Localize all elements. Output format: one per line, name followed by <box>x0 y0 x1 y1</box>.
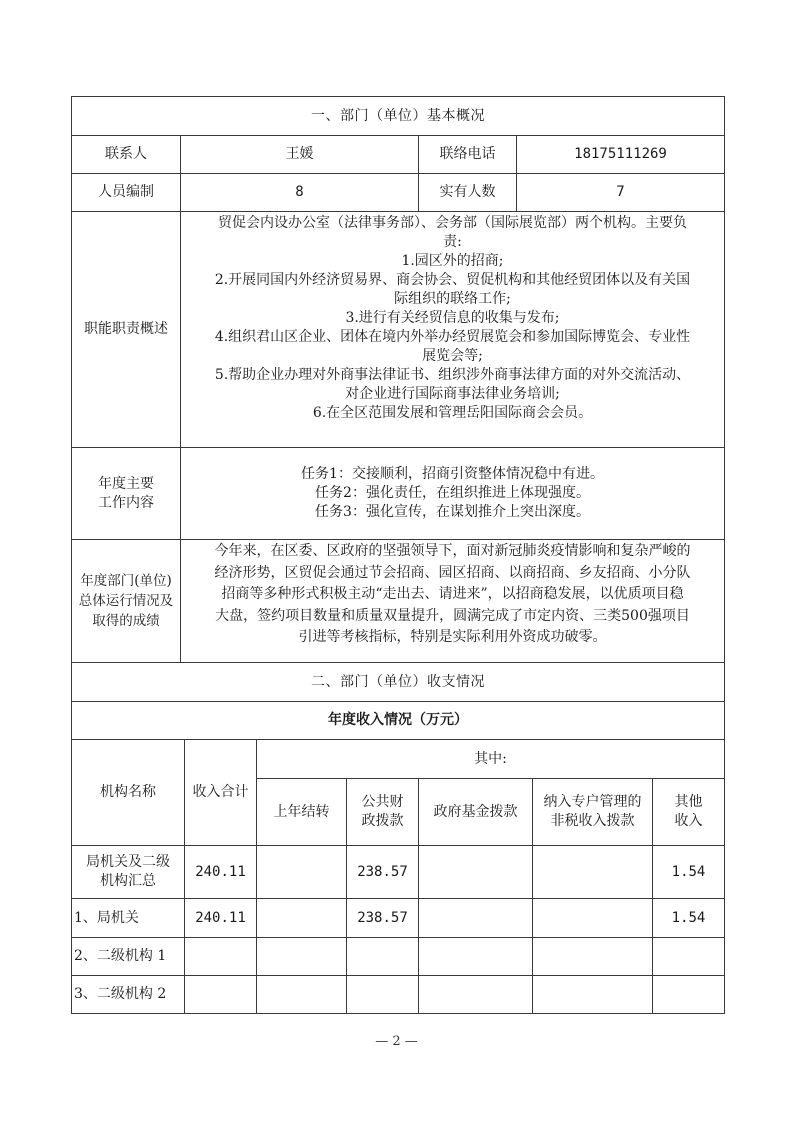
row-total <box>185 938 257 976</box>
row-fiscal: 238.57 <box>347 899 419 938</box>
duties-line: 对企业进行国际商事法律业务培训; <box>345 386 560 402</box>
header-fiscal <box>347 779 419 846</box>
row-other: 1.54 <box>653 846 725 899</box>
overall-label-line: 取得的成绩 <box>92 613 160 629</box>
overall-line: 引进等考核指标，特别是实际利用外资成功破零。 <box>298 629 607 645</box>
row-fiscal: 238.57 <box>347 846 419 899</box>
row-total: 240.11 <box>185 899 257 938</box>
header-total: 收入合计 <box>185 740 257 846</box>
staff-label: 人员编制 <box>72 174 181 212</box>
work-content <box>181 448 725 540</box>
row-name: 2、二级机构 1 <box>72 938 185 976</box>
header-carryover: 上年结转 <box>257 779 347 846</box>
duties-line: 贸促会内设办公室（法律事务部）、会务部（国际展览部）两个机构。主要负 <box>218 215 687 231</box>
duties-line: 际组织的联络工作; <box>394 291 511 307</box>
row-total <box>185 976 257 1014</box>
row-name-line: 局机关及二级 <box>86 854 170 870</box>
row-nontax <box>533 899 653 938</box>
overall-content <box>181 540 725 663</box>
duties-line: 1.园区外的招商; <box>401 253 504 269</box>
duties-line: 5.帮助企业办理对外商事法律证书、组织涉外商事法律方面的对外交流活动、 <box>214 367 691 383</box>
staff-value: 8 <box>181 174 419 212</box>
row-nontax <box>533 976 653 1014</box>
income-subtitle: 年度收入情况（万元） <box>72 702 725 740</box>
duties-line: 4.组织君山区企业、团体在境内外举办经贸展览会和参加国际博览会、专业性 <box>214 329 691 345</box>
row-name: 1、局机关 <box>72 899 185 938</box>
duties-label: 职能职责概述 <box>72 212 181 448</box>
header-other <box>653 779 725 846</box>
income-table <box>71 662 725 1014</box>
duties-line: 展览会等; <box>422 348 483 364</box>
header-fiscal-line: 公共财 <box>361 794 404 810</box>
row-fiscal <box>347 938 419 976</box>
row-name-line: 机构汇总 <box>100 873 156 889</box>
table-row <box>72 899 725 938</box>
header-nontax-line: 非税收入拨款 <box>550 813 635 829</box>
row-other: 1.54 <box>653 899 725 938</box>
basic-info-table <box>71 96 725 663</box>
overall-line: 今年来，在区委、区政府的坚强领导下，面对新冠肺炎疫情影响和复杂严峻的 <box>214 543 691 559</box>
phone-value: 18175111269 <box>517 136 725 174</box>
row-name: 3、二级机构 2 <box>72 976 185 1014</box>
work-label-line: 年度主要 <box>98 475 154 492</box>
contact-value: 王媛 <box>181 136 419 174</box>
work-label <box>72 448 181 540</box>
header-nontax <box>533 779 653 846</box>
row-gov-fund <box>419 899 533 938</box>
work-label-line: 工作内容 <box>98 494 154 511</box>
contact-label: 联系人 <box>72 136 181 174</box>
page-number: — 2 — <box>375 1034 418 1049</box>
overall-label-line: 年度部门(单位) <box>80 573 172 589</box>
duties-line: 6.在全区范围发展和管理岳阳国际商会会员。 <box>312 405 593 421</box>
overall-label <box>72 540 181 663</box>
overall-line: 经济形势，区贸促会通过节会招商、园区招商、以商招商、乡友招商、小分队 <box>214 564 691 581</box>
row-gov-fund <box>419 938 533 976</box>
row-gov-fund <box>419 976 533 1014</box>
work-item: 任务3：强化宣传，在谋划推介上突出深度。 <box>315 504 590 520</box>
table-row <box>72 938 725 976</box>
work-item: 任务2：强化责任，在组织推进上体现强度。 <box>315 485 590 501</box>
overall-label-line: 总体运行情况及 <box>78 593 174 609</box>
phone-label: 联络电话 <box>419 136 517 174</box>
section2-title: 二、部门（单位）收支情况 <box>72 663 725 702</box>
duties-line: 责: <box>443 234 462 250</box>
row-nontax <box>533 846 653 899</box>
row-other <box>653 976 725 1014</box>
row-total: 240.11 <box>185 846 257 899</box>
duties-line: 3.进行有关经贸信息的收集与发布; <box>345 310 560 326</box>
row-nontax <box>533 938 653 976</box>
overall-line: 招商等多种形式积极主动“走出去、请进来”，以招商稳发展，以优质项目稳 <box>221 586 684 602</box>
header-of-which: 其中: <box>257 740 725 779</box>
section1-title: 一、部门（单位）基本概况 <box>72 97 725 136</box>
actual-label: 实有人数 <box>419 174 517 212</box>
row-gov-fund <box>419 846 533 899</box>
header-fiscal-line: 政拨款 <box>361 813 404 829</box>
header-org-name: 机构名称 <box>72 740 185 846</box>
table-row <box>72 976 725 1014</box>
header-nontax-line: 纳入专户管理的 <box>543 794 642 810</box>
row-carryover <box>257 976 347 1014</box>
actual-value: 7 <box>517 174 725 212</box>
header-gov-fund: 政府基金拨款 <box>419 779 533 846</box>
row-name <box>72 846 185 899</box>
table-row <box>72 846 725 899</box>
header-other-line: 收入 <box>674 813 703 829</box>
duties-line: 2.开展同国内外经济贸易界、商会协会、贸促机构和其他经贸团体以及有关国 <box>214 272 691 288</box>
row-other <box>653 938 725 976</box>
duties-content <box>181 212 725 448</box>
overall-line: 大盘，签约项目数量和质量双量提升，圆满完成了市定内资、三类500强项目 <box>215 607 690 624</box>
work-item: 任务1：交接顺利，招商引资整体情况稳中有进。 <box>301 466 604 482</box>
row-carryover <box>257 899 347 938</box>
header-other-line: 其他 <box>674 794 703 810</box>
row-carryover <box>257 938 347 976</box>
row-carryover <box>257 846 347 899</box>
row-fiscal <box>347 976 419 1014</box>
